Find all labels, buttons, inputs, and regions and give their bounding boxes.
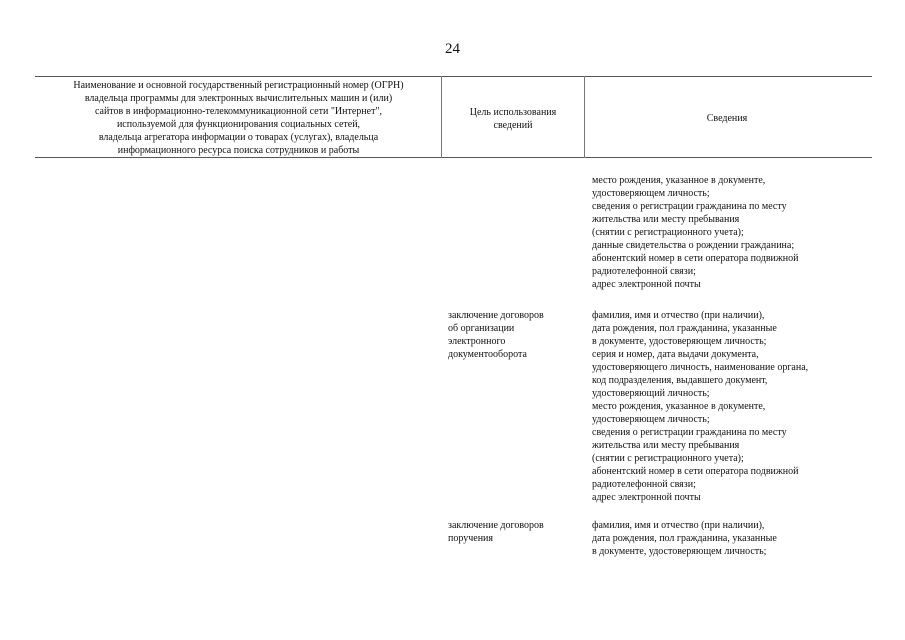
header-purpose-column [443,106,583,132]
info-line: в документе, удостоверяющем личность; [592,336,767,347]
info-line: радиотелефонной связи; [592,479,696,490]
table-top-border [35,76,872,77]
info-line: дата рождения, пол гражданина, указанные [592,533,777,544]
info-line: удостоверяющем личность; [592,188,710,199]
info-line: адрес электронной почты [592,279,701,290]
header-owner-line: владельца агрегатора информации о товарах (услугах), владельца [98,132,379,143]
header-owner-line: сайтов в информационно-телекоммуникационной сети "Интернет", [94,106,383,117]
info-line: в документе, удостоверяющем личность; [592,546,767,557]
info-line: жительства или месту пребывания [592,214,740,225]
info-line: абонентский номер в сети оператора подвижной [592,253,799,264]
info-line: жительства или месту пребывания [592,440,740,451]
table-header-bottom-border [35,157,872,158]
info-line: (снятии с регистрационного учета); [592,453,744,464]
info-line: место рождения, указанное в документе, [592,175,766,186]
purpose-line: заключение договоров [448,520,544,531]
info-line: сведения о регистрации гражданина по месту [592,427,787,438]
info-line: удостоверяющего личность, наименование органа, [592,362,809,373]
purpose-line: документооборота [448,349,527,360]
info-line: код подразделения, выдавшего документ, [592,375,768,386]
header-divider-1 [441,76,442,158]
info-line: серия и номер, дата выдачи документа, [592,349,759,360]
page-number: 24 [445,41,460,57]
row-info [592,519,892,558]
header-info-column [586,112,868,125]
header-owner-line: информационного ресурса поиска сотрудников и работы [117,145,360,156]
purpose-line: заключение договоров [448,310,544,321]
info-line: удостоверяющий личность; [592,388,710,399]
row-purpose [448,309,583,361]
header-purpose-line: Цель использования [469,107,557,118]
info-line: адрес электронной почты [592,492,701,503]
info-line: данные свидетельства о рождении гражданина; [592,240,795,251]
header-owner-column [36,79,441,157]
header-owner-line: владельца программы для электронных вычислительных машин и (или) [84,93,393,104]
purpose-line: поручения [448,533,493,544]
header-purpose-line: сведений [493,120,533,131]
info-line: удостоверяющем личность; [592,414,710,425]
info-line: радиотелефонной связи; [592,266,696,277]
purpose-line: электронного [448,336,506,347]
header-owner-line: используемой для функционирования социальных сетей, [116,119,361,130]
row-info [592,174,892,291]
info-line: абонентский номер в сети оператора подвижной [592,466,799,477]
purpose-line: об организации [448,323,515,334]
info-line: дата рождения, пол гражданина, указанные [592,323,777,334]
header-info-label: Сведения [706,113,748,124]
info-line: сведения о регистрации гражданина по месту [592,201,787,212]
row-info [592,309,892,504]
info-line: фамилия, имя и отчество (при наличии), [592,520,765,531]
info-line: (снятии с регистрационного учета); [592,227,744,238]
header-divider-2 [584,76,585,158]
row-purpose [448,519,583,545]
info-line: место рождения, указанное в документе, [592,401,766,412]
header-owner-line: Наименование и основной государственный регистрационный номер (ОГРН) [73,80,404,91]
info-line: фамилия, имя и отчество (при наличии), [592,310,765,321]
